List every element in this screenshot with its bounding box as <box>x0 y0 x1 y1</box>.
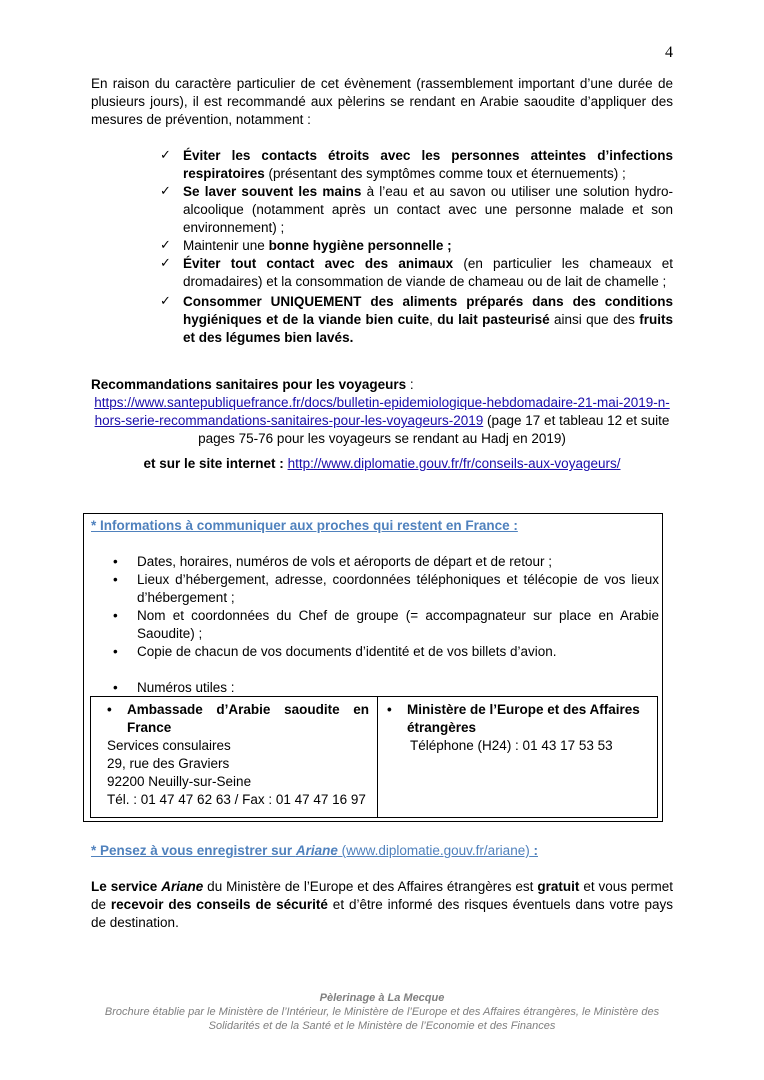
list-item <box>109 571 659 607</box>
website-label: et sur le site internet : <box>143 456 284 471</box>
ariane-text-bold: Le service <box>91 879 162 894</box>
list-item-text: Lieux d’hébergement, adresse, coordonnées téléphoniques et télécopie de vos lieux d’hébergement ; <box>137 572 659 605</box>
recommendations-body <box>91 394 673 448</box>
bullet-icon: • <box>113 608 118 623</box>
website-line <box>91 456 673 471</box>
list-item <box>109 553 659 571</box>
footer-title: Pèlerinage à La Mecque <box>319 992 445 1004</box>
page-number: 4 <box>665 44 673 61</box>
ministry-title <box>387 701 649 737</box>
item-bold: Consommer UNIQUEMENT des aliments préparés dans des conditions hygiéniques et de la viande bien cuite <box>183 294 673 327</box>
embassy-line: 29, rue des Graviers <box>107 756 230 771</box>
ariane-name-inline: Ariane <box>161 879 204 894</box>
checklist-item <box>160 293 673 347</box>
useful-numbers-table <box>90 696 658 818</box>
ariane-text: et d’être informé des risques éventuels dans votre pays de destination. <box>91 897 673 930</box>
ariane-url[interactable]: (www.diplomatie.gouv.fr/ariane) <box>337 843 530 858</box>
list-item-text: Numéros utiles : <box>137 680 235 695</box>
box-title: * Informations à communiquer aux proches qui restent en France : <box>91 518 518 533</box>
bullet-icon: • <box>113 680 118 695</box>
bullet-icon: • <box>113 554 118 569</box>
item-text: (en particulier les chameaux et dromadaires) et la consommation de viande de chameau ou de lait de chamelle ; <box>183 256 673 289</box>
item-bold: bonne hygiène personnelle ; <box>268 238 452 253</box>
embassy-cell <box>91 697 378 817</box>
ariane-heading-text: * Pensez à vous enregistrer sur <box>91 843 296 858</box>
list-item <box>109 643 659 661</box>
item-text: , <box>429 312 438 327</box>
list-item-text: Copie de chacun de vos documents d’identité et de vos billets d’avion. <box>137 644 557 659</box>
checkmark-icon: ✓ <box>160 294 171 309</box>
item-text: (présentant des symptômes comme toux et éternuements) ; <box>264 166 626 181</box>
prevention-checklist <box>160 147 673 347</box>
embassy-title <box>107 701 369 737</box>
ariane-paragraph <box>91 878 673 932</box>
ariane-text: et vous permet de <box>91 879 674 912</box>
item-bold: Se laver souvent les mains <box>183 184 362 199</box>
item-text: à l’eau et au savon ou utiliser une solution hydro-alcoolique (notamment après un contact avec une personne malade et son environnement) ; <box>183 184 674 235</box>
ministry-phone: Téléphone (H24) : 01 43 17 53 53 <box>410 738 613 753</box>
bullet-icon: • <box>107 702 112 717</box>
bullet-icon: • <box>113 644 118 659</box>
item-text: ainsi que des <box>549 312 640 327</box>
ministry-title-text: Ministère de l’Europe et des Affaires étrangères <box>407 702 640 735</box>
checkmark-icon: ✓ <box>160 148 171 163</box>
recommendations-title: Recommandations sanitaires pour les voyageurs <box>91 377 407 392</box>
recommendations-heading <box>91 377 414 392</box>
ariane-heading <box>91 843 538 858</box>
embassy-line: Tél. : 01 47 47 62 63 / Fax : 01 47 47 16 97 <box>107 792 366 807</box>
list-item-text: Nom et coordonnées du Chef de groupe (= accompagnateur sur place en Arabie Saoudite) ; <box>137 608 659 641</box>
list-item-text: Dates, horaires, numéros de vols et aéroports de départ et de retour ; <box>137 554 552 569</box>
item-bold: Éviter les contacts étroits avec les personnes atteintes d’infections respiratoires <box>183 148 673 181</box>
ariane-text-bold: gratuit <box>537 879 580 894</box>
item-text: Maintenir une <box>183 238 269 253</box>
diplomatie-link[interactable]: http://www.diplomatie.gouv.fr/fr/conseils-aux-voyageurs/ <box>287 456 621 471</box>
checkmark-icon: ✓ <box>160 184 171 199</box>
bulletin-link[interactable]: https://www.santepubliquefrance.fr/docs/bulletin-epidemiologique-hebdomadaire-21-mai-2019-n-hors-serie-recommandations-sanitaires-pour-les-voyageurs-2019 <box>94 395 670 428</box>
intro-paragraph: En raison du caractère particulier de cet évènement (rassemblement important d’une durée de plusieurs jours), il est recommandé aux pèlerins se rendant en Arabie saoudite d’appliquer des mesures de prévention, notamment : <box>91 76 673 127</box>
relatives-info-box <box>83 513 663 822</box>
recommendations-colon: : <box>406 377 414 392</box>
ariane-heading-end: : <box>529 843 538 858</box>
bulletin-note: (page 17 et tableau 12 et suite pages 75-76 pour les voyageurs se rendant au Hadj en 2019) <box>198 413 670 446</box>
info-list <box>109 553 659 697</box>
checkmark-icon: ✓ <box>160 238 171 253</box>
list-item <box>109 607 659 643</box>
checklist-item <box>160 147 673 183</box>
ariane-text: du Ministère de l’Europe et des Affaires étrangères est <box>203 879 538 894</box>
embassy-title-text: Ambassade d’Arabie saoudite en France <box>127 702 369 735</box>
footer-text: Brochure établie par le Ministère de l’Intérieur, le Ministère de l’Europe et des Affaires étrangères, le Ministère des Solidarités et de la Santé et le Ministère de l’Economie et des Finances <box>104 1006 660 1032</box>
bullet-icon: • <box>113 572 118 587</box>
ariane-name: Ariane <box>295 843 338 858</box>
embassy-line: 92200 Neuilly-sur-Seine <box>107 774 252 789</box>
item-bold: fruits et des légumes bien lavés. <box>183 312 673 345</box>
page-footer <box>91 991 673 1033</box>
bullet-icon: • <box>387 702 392 717</box>
ministry-cell <box>378 697 657 817</box>
list-item <box>109 679 659 697</box>
embassy-line: Services consulaires <box>107 738 231 753</box>
item-bold: du lait pasteurisé <box>437 312 550 327</box>
checklist-item <box>160 183 673 237</box>
item-bold: Éviter tout contact avec des animaux <box>183 256 454 271</box>
checklist-item <box>160 255 673 291</box>
checklist-item <box>160 237 673 255</box>
ariane-text-bold: recevoir des conseils de sécurité <box>110 897 328 912</box>
checkmark-icon: ✓ <box>160 256 171 271</box>
